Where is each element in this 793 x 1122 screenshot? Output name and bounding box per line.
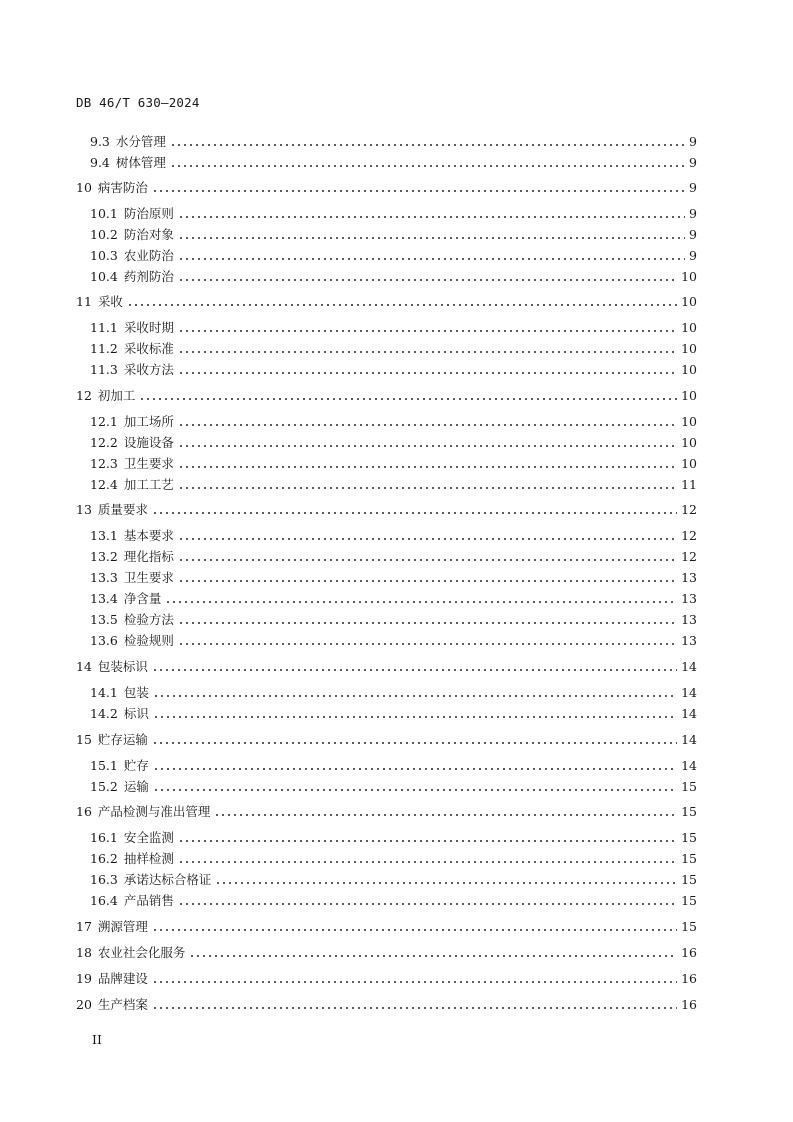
toc-entry[interactable]	[90, 244, 697, 264]
toc-entry[interactable]	[90, 775, 697, 795]
toc-entry-label	[90, 362, 174, 378]
toc-entry[interactable]	[90, 202, 697, 222]
toc-entry[interactable]	[90, 223, 697, 243]
toc-entry-page: 10	[681, 320, 697, 335]
dot-leader	[178, 903, 677, 905]
dot-leader	[152, 190, 685, 192]
toc-entry-number: 13.2	[90, 549, 118, 564]
toc-entry-label	[76, 180, 148, 196]
toc-entry-title: 树体管理	[115, 155, 166, 170]
toc-entry[interactable]	[90, 151, 697, 171]
toc-entry-page: 14	[681, 685, 697, 700]
toc-entry[interactable]	[76, 728, 697, 748]
toc-entry-label	[90, 155, 166, 171]
toc-entry-page: 9	[689, 206, 697, 221]
toc-entry-number: 12.3	[90, 456, 118, 471]
toc-entry-label	[90, 477, 174, 493]
toc-entry-page: 13	[681, 591, 697, 606]
toc-entry-number: 9.3	[90, 134, 110, 149]
toc-entry-page: 15	[681, 919, 697, 934]
toc-entry-title: 卫生要求	[123, 570, 174, 585]
dot-leader	[178, 643, 677, 645]
toc-entry-label	[90, 206, 174, 222]
toc-entry-title: 卫生要求	[123, 456, 174, 471]
toc-entry-number: 12	[76, 388, 92, 403]
toc-entry-title: 理化指标	[123, 549, 174, 564]
toc-entry-label	[90, 872, 211, 888]
toc-entry-page: 10	[681, 362, 697, 377]
toc-entry-title: 加工工艺	[123, 477, 174, 492]
toc-entry-label	[90, 414, 174, 430]
toc-entry[interactable]	[90, 431, 697, 451]
toc-entry-page: 15	[681, 779, 697, 794]
toc-entry-label	[90, 269, 174, 285]
toc-entry-label	[90, 851, 174, 867]
toc-entry[interactable]	[76, 290, 697, 310]
toc-entry-label	[90, 248, 174, 264]
toc-entry-page: 9	[689, 134, 697, 149]
page-number-footer: II	[92, 1032, 102, 1047]
toc-entry-title: 贮存	[123, 758, 149, 773]
dot-leader	[170, 144, 685, 146]
dot-leader	[178, 580, 677, 582]
toc-entry[interactable]	[76, 941, 697, 961]
toc-entry-page: 10	[681, 414, 697, 429]
toc-entry-number: 11	[76, 294, 92, 309]
toc-entry-number: 14.1	[90, 685, 118, 700]
toc-entry-label	[90, 830, 174, 846]
toc-entry-page: 9	[689, 180, 697, 195]
toc-entry-title: 采收时期	[123, 320, 174, 335]
toc-entry[interactable]	[90, 410, 697, 430]
toc-entry-number: 11.1	[90, 320, 118, 335]
dot-leader	[152, 669, 677, 671]
toc-entry[interactable]	[90, 452, 697, 472]
dot-leader	[152, 981, 677, 983]
dot-leader	[178, 258, 685, 260]
toc-entry-page: 12	[681, 549, 697, 564]
dot-leader	[178, 216, 685, 218]
toc-entry-label	[76, 388, 135, 404]
toc-entry[interactable]	[90, 566, 697, 586]
toc-entry-number: 16	[76, 804, 92, 819]
toc-entry-title: 防治原则	[123, 206, 174, 221]
dot-leader	[152, 929, 677, 931]
toc-entry-label	[76, 971, 148, 987]
toc-entry-page: 10	[681, 388, 697, 403]
dot-leader	[215, 882, 677, 884]
toc-entry-title: 病害防治	[97, 180, 148, 195]
toc-entry[interactable]	[90, 826, 697, 846]
toc-entry-page: 10	[681, 435, 697, 450]
dot-leader	[178, 445, 677, 447]
dot-leader	[178, 559, 677, 561]
toc-entry[interactable]	[76, 915, 697, 935]
dot-leader	[214, 814, 677, 816]
toc-entry-label	[90, 706, 149, 722]
toc-entry[interactable]	[90, 337, 697, 357]
dot-leader	[178, 424, 677, 426]
toc-entry-page: 15	[681, 893, 697, 908]
toc-entry-title: 防治对象	[123, 227, 174, 242]
dot-leader	[139, 398, 677, 400]
toc-entry-title: 品牌建设	[97, 971, 148, 986]
toc-entry-label	[90, 758, 149, 774]
toc-entry[interactable]	[90, 868, 697, 888]
toc-entry-title: 采收方法	[123, 362, 174, 377]
toc-entry-label	[76, 945, 185, 961]
toc-entry-number: 10.1	[90, 206, 118, 221]
toc-entry-page: 14	[681, 659, 697, 674]
toc-entry-number: 18	[76, 945, 92, 960]
toc-entry[interactable]	[90, 524, 697, 544]
toc-entry-number: 11.2	[90, 341, 118, 356]
dot-leader	[178, 351, 677, 353]
toc-entry-number: 12.4	[90, 477, 118, 492]
toc-entry[interactable]	[90, 847, 697, 867]
toc-entry[interactable]	[90, 265, 697, 285]
dot-leader	[189, 955, 677, 957]
toc-entry-title: 安全监测	[123, 830, 174, 845]
dot-leader	[178, 330, 677, 332]
dot-leader	[152, 742, 677, 744]
toc-entry-title: 承诺达标合格证	[123, 872, 212, 887]
toc-entry-page: 15	[681, 851, 697, 866]
toc-entry-label	[76, 732, 148, 748]
toc-entry-number: 16.1	[90, 830, 118, 845]
toc-entry[interactable]	[90, 545, 697, 565]
dot-leader	[153, 789, 677, 791]
toc-entry-page: 16	[681, 971, 697, 986]
toc-entry-title: 生产档案	[97, 997, 148, 1012]
toc-entry[interactable]	[90, 754, 697, 774]
toc-entry-number: 15	[76, 732, 92, 747]
toc-entry-title: 包装标识	[97, 659, 148, 674]
toc-entry-number: 11.3	[90, 362, 118, 377]
dot-leader	[152, 1007, 677, 1009]
toc-entry-title: 运输	[123, 779, 149, 794]
toc-entry[interactable]	[90, 629, 697, 649]
toc-entry-label	[90, 320, 174, 336]
toc-entry-page: 12	[681, 502, 697, 517]
toc-entry-page: 14	[681, 706, 697, 721]
toc-entry-title: 药剂防治	[123, 269, 174, 284]
toc-entry-title: 产品销售	[123, 893, 174, 908]
toc-entry-page: 13	[681, 612, 697, 627]
toc-entry-label	[76, 502, 148, 518]
toc-entry[interactable]	[90, 889, 697, 909]
toc-entry[interactable]	[76, 176, 697, 196]
toc-entry-number: 10.3	[90, 248, 118, 263]
toc-entry-title: 采收	[97, 294, 123, 309]
toc-entry[interactable]	[90, 130, 697, 150]
toc-entry-title: 标识	[123, 706, 149, 721]
toc-entry-page: 9	[689, 248, 697, 263]
toc-entry-label	[90, 549, 174, 565]
dot-leader	[178, 861, 677, 863]
dot-leader	[178, 487, 677, 489]
toc-entry-label	[90, 570, 174, 586]
toc-entry-page: 10	[681, 341, 697, 356]
toc-entry-number: 13.4	[90, 591, 118, 606]
toc-entry-title: 产品检测与准出管理	[97, 804, 211, 819]
toc-entry-title: 净含量	[123, 591, 162, 606]
toc-entry-page: 15	[681, 872, 697, 887]
toc-entry-label	[90, 456, 174, 472]
toc-entry-number: 19	[76, 971, 92, 986]
toc-entry[interactable]	[90, 358, 697, 378]
toc-entry-page: 10	[681, 294, 697, 309]
toc-entry-page: 13	[681, 570, 697, 585]
toc-entry-title: 抽样检测	[123, 851, 174, 866]
toc-entry-label	[76, 997, 148, 1013]
toc-entry-title: 加工场所	[123, 414, 174, 429]
dot-leader	[178, 372, 677, 374]
toc-entry[interactable]	[90, 702, 697, 722]
toc-entry-title: 贮存运输	[97, 732, 148, 747]
toc-entry-label	[76, 919, 148, 935]
toc-entry-number: 10	[76, 180, 92, 195]
toc-entry-label	[90, 435, 174, 451]
toc-entry-number: 20	[76, 997, 92, 1012]
toc-entry-title: 设施设备	[123, 435, 174, 450]
toc-entry-page: 16	[681, 945, 697, 960]
toc-entry[interactable]	[76, 384, 697, 404]
toc-entry-title: 检验规则	[123, 633, 174, 648]
toc-entry[interactable]	[90, 608, 697, 628]
toc-entry-page: 9	[689, 227, 697, 242]
dot-leader	[170, 165, 685, 167]
toc-entry-page: 15	[681, 804, 697, 819]
toc-entry-page: 9	[689, 155, 697, 170]
toc-entry-number: 16.3	[90, 872, 118, 887]
toc-entry-page: 11	[681, 477, 697, 492]
toc-entry-label	[76, 294, 123, 310]
toc-entry[interactable]	[76, 800, 697, 820]
toc-entry-page: 14	[681, 732, 697, 747]
toc-entry-number: 14.2	[90, 706, 118, 721]
toc-entry-title: 初加工	[97, 388, 136, 403]
toc-entry-label	[90, 591, 161, 607]
dot-leader	[178, 466, 677, 468]
dot-leader	[153, 695, 677, 697]
toc-entry-number: 10.4	[90, 269, 118, 284]
toc-entry-title: 溯源管理	[97, 919, 148, 934]
toc-entry-label	[90, 633, 174, 649]
toc-entry-page: 14	[681, 758, 697, 773]
toc-entry[interactable]	[90, 681, 697, 701]
toc-entry-page: 15	[681, 830, 697, 845]
toc-entry-number: 10.2	[90, 227, 118, 242]
toc-entry-number: 16.2	[90, 851, 118, 866]
toc-entry-label	[76, 659, 148, 675]
dot-leader	[178, 237, 685, 239]
dot-leader	[153, 768, 677, 770]
toc-entry-label	[90, 779, 149, 795]
toc-entry-title: 检验方法	[123, 612, 174, 627]
dot-leader	[178, 279, 677, 281]
dot-leader	[153, 716, 677, 718]
toc-entry-title: 基本要求	[123, 528, 174, 543]
toc-entry[interactable]	[76, 655, 697, 675]
toc-entry-title: 水分管理	[115, 134, 166, 149]
toc-entry-label	[76, 804, 210, 820]
toc-entry-number: 13.6	[90, 633, 118, 648]
toc-entry[interactable]	[90, 473, 697, 493]
toc-entry-title: 质量要求	[97, 502, 148, 517]
toc-entry-number: 13.5	[90, 612, 118, 627]
toc-entry[interactable]	[90, 316, 697, 336]
toc-entry-title: 农业防治	[123, 248, 174, 263]
toc-entry-title: 采收标准	[123, 341, 174, 356]
dot-leader	[178, 840, 677, 842]
toc-entry-label	[90, 612, 174, 628]
toc-entry-number: 9.4	[90, 155, 110, 170]
toc-entry-label	[90, 341, 174, 357]
toc-entry-page: 12	[681, 528, 697, 543]
toc-entry-page: 10	[681, 456, 697, 471]
toc-entry-number: 13	[76, 502, 92, 517]
toc-entry-number: 17	[76, 919, 92, 934]
toc-entry-title: 农业社会化服务	[97, 945, 186, 960]
toc-entry-number: 13.1	[90, 528, 118, 543]
toc-entry-number: 13.3	[90, 570, 118, 585]
toc-entry[interactable]	[76, 967, 697, 987]
toc-entry-label	[90, 893, 174, 909]
toc-entry-page: 16	[681, 997, 697, 1012]
toc-entry-label	[90, 528, 174, 544]
toc-entry-number: 15.1	[90, 758, 118, 773]
document-code-header: DB 46/T 630—2024	[76, 95, 200, 110]
toc-entry[interactable]	[76, 498, 697, 518]
toc-entry-number: 15.2	[90, 779, 118, 794]
dot-leader	[165, 601, 677, 603]
toc-entry-title: 包装	[123, 685, 149, 700]
toc-entry[interactable]	[90, 587, 697, 607]
toc-entry-number: 12.2	[90, 435, 118, 450]
toc-entry-label	[90, 134, 166, 150]
toc-entry-number: 16.4	[90, 893, 118, 908]
toc-entry-page: 13	[681, 633, 697, 648]
toc-entry-label	[90, 685, 149, 701]
toc-entry-number: 12.1	[90, 414, 118, 429]
toc-entry-number: 14	[76, 659, 92, 674]
dot-leader	[178, 538, 677, 540]
dot-leader	[127, 304, 677, 306]
toc-entry-label	[90, 227, 174, 243]
toc-entry[interactable]	[76, 993, 697, 1013]
toc-entry-page: 10	[681, 269, 697, 284]
dot-leader	[152, 512, 677, 514]
dot-leader	[178, 622, 677, 624]
